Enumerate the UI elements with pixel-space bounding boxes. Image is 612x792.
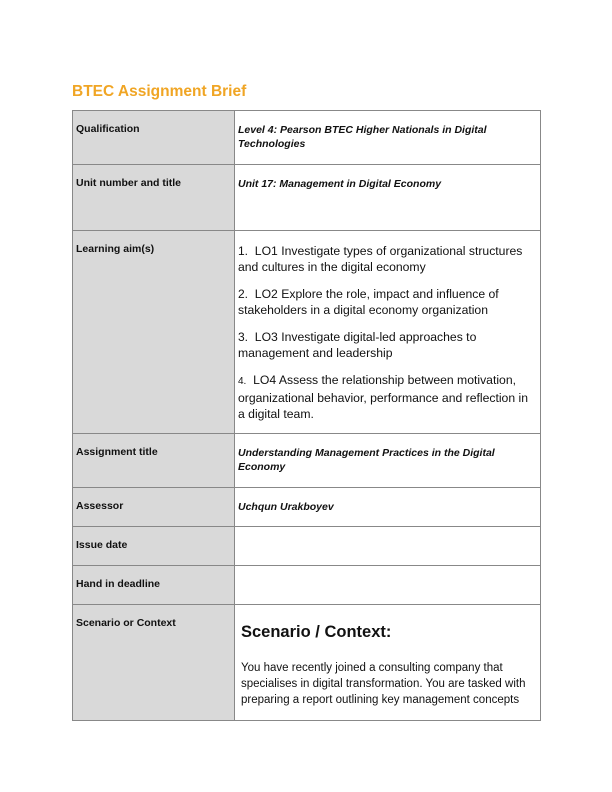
assignment-title-value: Understanding Management Practices in the Digital Economy: [235, 434, 541, 488]
learning-aim-item: 4. LO4 Assess the relationship between motivation, organizational behavior, performance and reflection in a digital team.: [238, 373, 528, 421]
deadline-label: Hand in deadline: [73, 566, 235, 605]
learning-aim-item: 3. LO3 Investigate digital-led approaches to management and leadership: [238, 330, 477, 360]
learning-aims-label: Learning aim(s): [73, 231, 235, 434]
assessor-label: Assessor: [73, 488, 235, 527]
deadline-value: [235, 566, 541, 605]
learning-aims-list: [235, 231, 541, 434]
learning-aim-item: 1. LO1 Investigate types of organizational structures and cultures in the digital economy: [238, 244, 523, 274]
row-learning-aims: [73, 231, 541, 434]
row-scenario: [73, 605, 541, 721]
assignment-title-label: Assignment title: [73, 434, 235, 488]
scenario-cell: [235, 605, 541, 721]
issue-date-value: [235, 527, 541, 566]
unit-value: Unit 17: Management in Digital Economy: [235, 165, 541, 231]
document-title: BTEC Assignment Brief: [72, 83, 247, 100]
issue-date-label: Issue date: [73, 527, 235, 566]
assessor-value: Uchqun Urakboyev: [235, 488, 541, 527]
assignment-brief-table: [72, 110, 541, 721]
scenario-heading: Scenario / Context:: [241, 623, 392, 641]
unit-label: Unit number and title: [73, 165, 235, 231]
row-hand-in-deadline: [73, 566, 541, 605]
row-assessor: [73, 488, 541, 527]
learning-aim-item: 2. LO2 Explore the role, impact and influence of stakeholders in a digital economy organization: [238, 287, 499, 317]
qualification-value: Level 4: Pearson BTEC Higher Nationals in Digital Technologies: [235, 111, 541, 165]
row-assignment-title: [73, 434, 541, 488]
scenario-text: You have recently joined a consulting company that specialises in digital transformation. You are tasked with preparing a report outlining key management concepts: [241, 662, 526, 706]
row-qualification: [73, 111, 541, 165]
qualification-label: Qualification: [73, 111, 235, 165]
row-unit: [73, 165, 541, 231]
row-issue-date: [73, 527, 541, 566]
scenario-label: Scenario or Context: [73, 605, 235, 721]
